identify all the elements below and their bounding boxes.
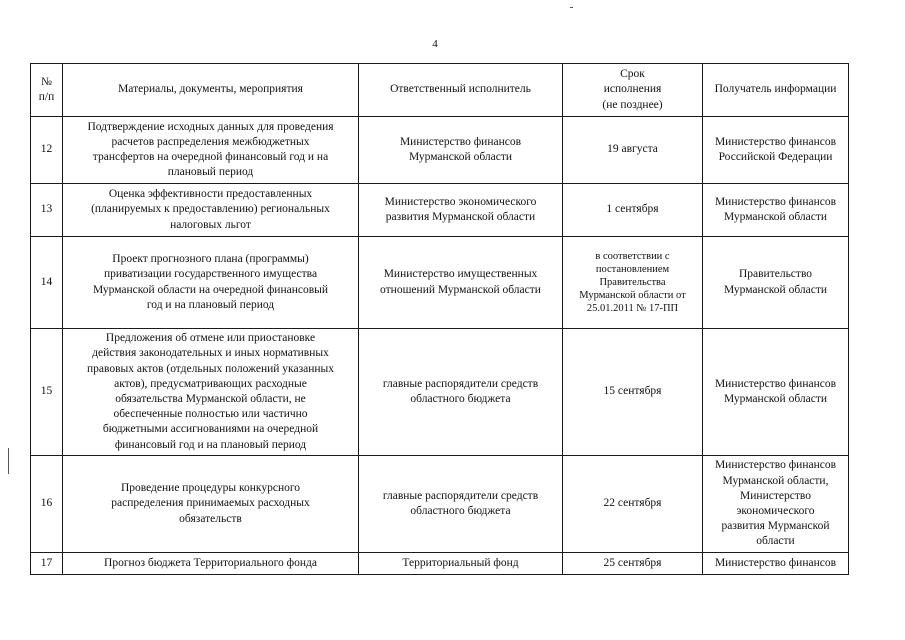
row-executor: главные распорядители средств областного бюджета [359, 456, 563, 553]
table-header-row [31, 64, 849, 117]
row-executor: Министерство экономического развития Мурманской области [359, 184, 563, 237]
row-material: Предложения об отмене или приостановке действия законодательных и иных нормативных правовых актов (отдельных положений указанных актов), предусматривающих расходные обязательства Мурманской области, не обеспеченные полностью или частично бюджетными ассигнованиями на очередной финансовый год и на плановый период [63, 329, 359, 456]
header-recipient: Получатель информации [703, 64, 849, 117]
scan-mark [570, 7, 573, 8]
header-materials: Материалы, документы, мероприятия [63, 64, 359, 117]
row-executor: Министерство имущественных отношений Мурманской области [359, 237, 563, 329]
row-deadline: 19 августа [563, 117, 703, 184]
row-material: Прогноз бюджета Территориального фонда [63, 553, 359, 575]
row-number: 14 [31, 237, 63, 329]
row-deadline: 25 сентября [563, 553, 703, 575]
table-row [31, 237, 849, 329]
row-recipient: Министерство финансов Российской Федерации [703, 117, 849, 184]
header-executor: Ответственный исполнитель [359, 64, 563, 117]
row-deadline: в соответствии с постановлением Правительства Мурманской области от 25.01.2011 № 17-ПП [563, 237, 703, 329]
row-number: 13 [31, 184, 63, 237]
row-material: Оценка эффективности предоставленных (планируемых к предоставлению) региональных налоговых льгот [63, 184, 359, 237]
page-number: 4 [432, 38, 438, 50]
table-row [31, 329, 849, 456]
row-deadline: 1 сентября [563, 184, 703, 237]
row-deadline: 15 сентября [563, 329, 703, 456]
row-number: 12 [31, 117, 63, 184]
table-row [31, 553, 849, 575]
row-deadline: 22 сентября [563, 456, 703, 553]
row-executor: главные распорядители средств областного бюджета [359, 329, 563, 456]
table-row [31, 456, 849, 553]
header-number: № п/п [31, 64, 63, 117]
row-material: Проект прогнозного плана (программы) приватизации государственного имущества Мурманской области на очередной финансовый год и на плановый период [63, 237, 359, 329]
row-executor: Министерство финансов Мурманской области [359, 117, 563, 184]
row-number: 15 [31, 329, 63, 456]
table-row [31, 117, 849, 184]
row-recipient: Министерство финансов Мурманской области [703, 329, 849, 456]
row-recipient: Министерство финансов [703, 553, 849, 575]
row-number: 17 [31, 553, 63, 575]
row-recipient: Министерство финансов Мурманской области [703, 184, 849, 237]
row-material: Проведение процедуры конкурсного распределения принимаемых расходных обязательств [63, 456, 359, 553]
row-material: Подтверждение исходных данных для проведения расчетов распределения межбюджетных трансфертов на очередной финансовый год и на плановый период [63, 117, 359, 184]
schedule-table [30, 63, 849, 575]
row-recipient: Министерство финансов Мурманской области, Министерство экономического развития Мурманской области [703, 456, 849, 553]
row-number: 16 [31, 456, 63, 553]
row-executor: Территориальный фонд [359, 553, 563, 575]
row-recipient: Правительство Мурманской области [703, 237, 849, 329]
scan-mark [8, 448, 9, 474]
header-deadline: Срок исполнения (не позднее) [563, 64, 703, 117]
table-row [31, 184, 849, 237]
